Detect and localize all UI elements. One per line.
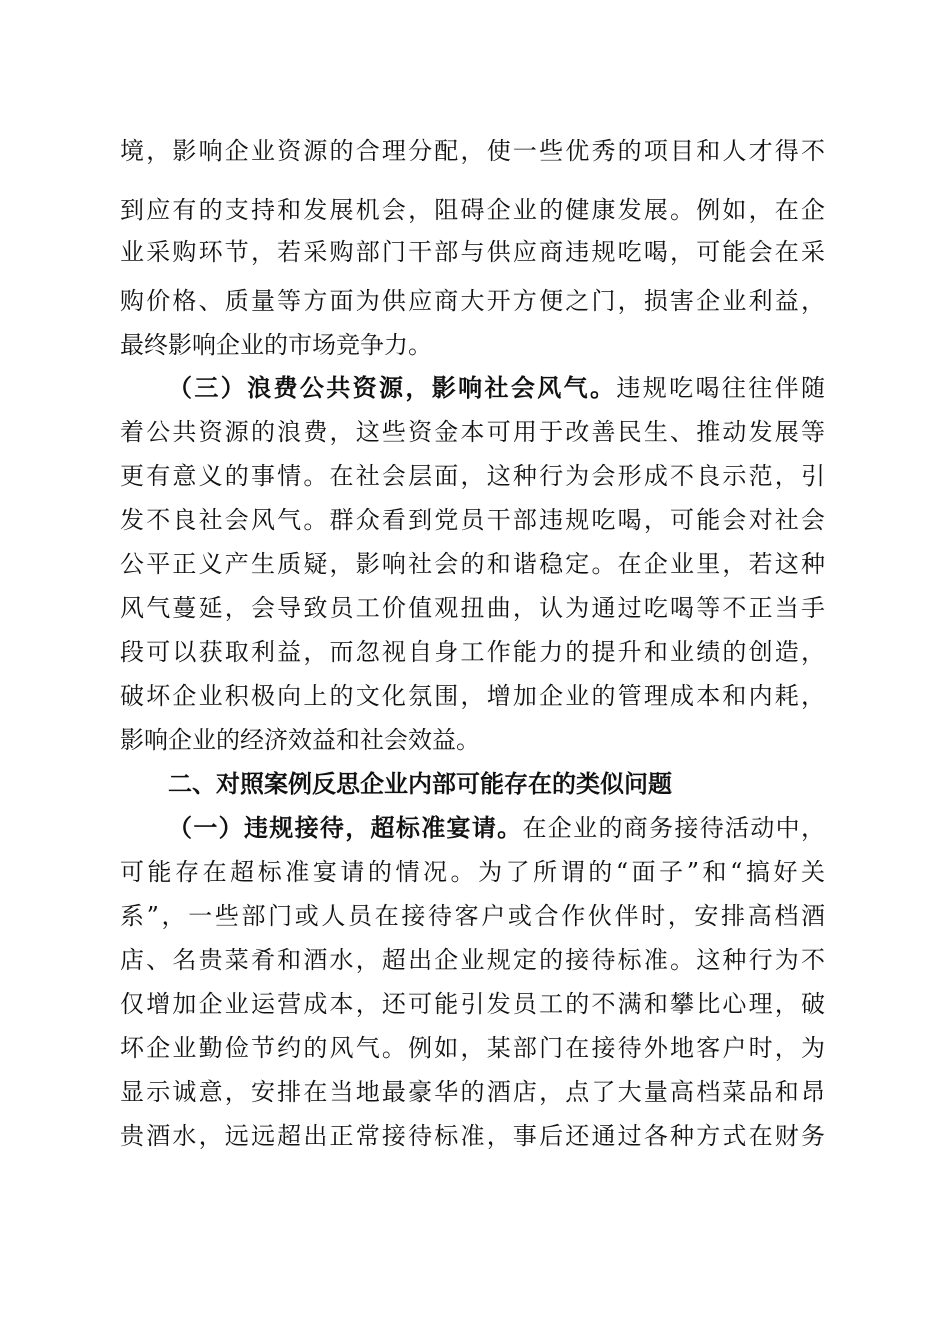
paragraph-line: 更有意义的事情。在社会层面，这种行为会形成不良示范，引 [120,462,825,490]
paragraph-line: 公平正义产生质疑，影响社会的和谐稳定。在企业里，若这种 [120,550,825,578]
paragraph-line: 破坏企业积极向上的文化氛围，增加企业的管理成本和内耗， [120,682,825,710]
paragraph-text: 违规吃喝往往伴随 [616,374,825,402]
paragraph-line: 境，影响企业资源的合理分配，使一些优秀的项目和人才得不 [120,137,825,165]
paragraph-first-line [168,368,825,408]
paragraph-line: 发不良社会风气。群众看到党员干部违规吃喝，可能会对社会 [120,506,825,534]
paragraph-line: 段可以获取利益，而忽视自身工作能力的提升和业绩的创造， [120,638,825,666]
paragraph-line: 贵酒水，远远超出正常接待标准，事后还通过各种方式在财务 [120,1122,825,1150]
subheading-three: （三）浪费公共资源，影响社会风气。 [168,374,617,402]
paragraph-line: 系”，一些部门或人员在接待客户或合作伙伴时，安排高档酒 [120,902,825,930]
paragraph-line: 风气蔓延，会导致员工价值观扭曲，认为通过吃喝等不正当手 [120,594,825,622]
paragraph-line: 店、名贵菜肴和酒水，超出企业规定的接待标准。这种行为不 [120,946,825,974]
subheading-one: （一）违规接待，超标准宴请。 [168,814,523,842]
paragraph-line: 坏企业勤俭节约的风气。例如，某部门在接待外地客户时，为 [120,1034,825,1062]
paragraph-text: 在企业的商务接待活动中， [522,814,826,842]
paragraph-line: 业采购环节，若采购部门干部与供应商违规吃喝，可能会在采 [120,238,825,266]
paragraph-line: 影响企业的经济效益和社会效益。 [120,726,480,754]
paragraph-line: 可能存在超标准宴请的情况。为了所谓的“面子”和“搞好关 [120,858,825,886]
paragraph-line: 到应有的支持和发展机会，阻碍企业的健康发展。例如，在企 [120,196,825,224]
paragraph-first-line [168,808,825,848]
section-heading: 二、对照案例反思企业内部可能存在的类似问题 [168,770,672,798]
paragraph-line: 显示诚意，安排在当地最豪华的酒店，点了大量高档菜品和昂 [120,1078,825,1106]
paragraph-line: 购价格、质量等方面为供应商大开方便之门，损害企业利益， [120,287,825,315]
paragraph-line: 最终影响企业的市场竞争力。 [120,331,432,359]
paragraph-line: 着公共资源的浪费，这些资金本可用于改善民生、推动发展等 [120,418,825,446]
paragraph-line: 仅增加企业运营成本，还可能引发员工的不满和攀比心理，破 [120,990,825,1018]
